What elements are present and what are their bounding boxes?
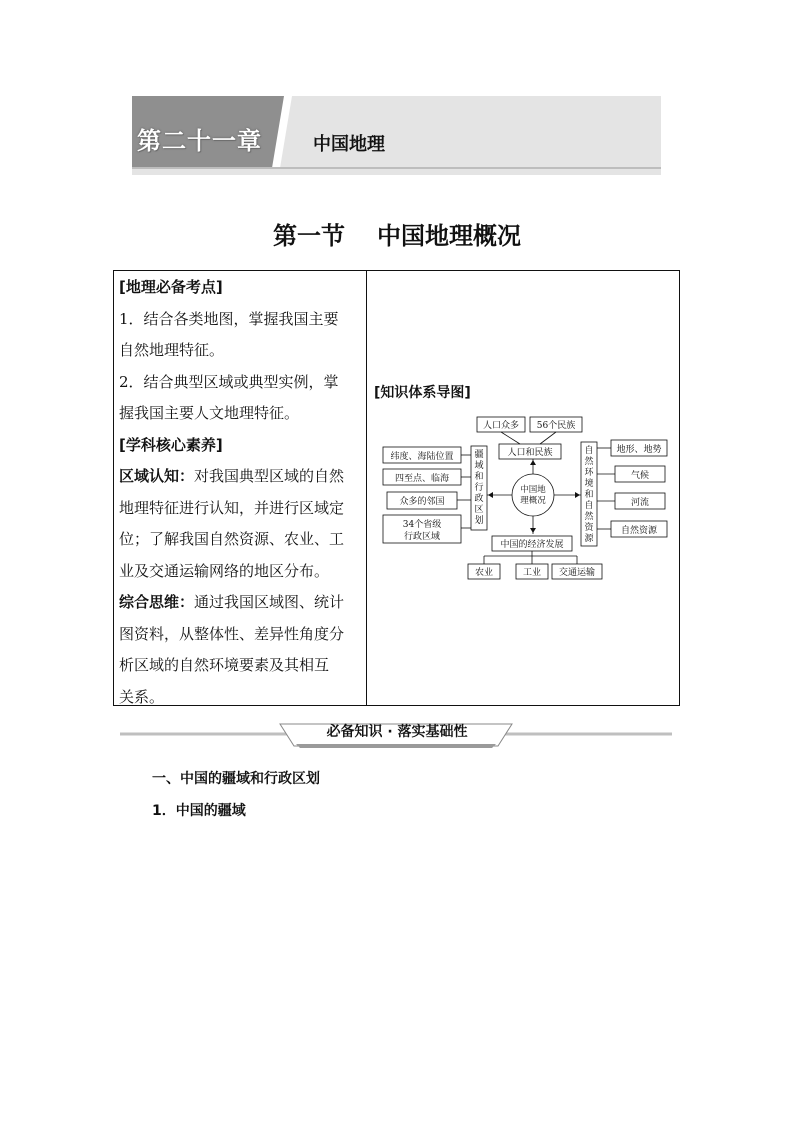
right-main-char-2: 然 — [584, 457, 594, 467]
right-item-4: 自然资源 — [620, 526, 658, 536]
center-label-1: 中国地 — [520, 485, 546, 495]
bottom-item-1: 农业 — [474, 568, 494, 578]
point2-line1: 2．结合典型区域或典型实例，掌 — [119, 372, 339, 391]
top-box-2-label: 56个民族 — [536, 421, 576, 431]
right-main-char-1: 自 — [584, 446, 594, 456]
heading-1: 一、中国的疆域和行政区划 — [152, 771, 320, 787]
left-item-4: 34个省级 — [402, 520, 442, 530]
left-column — [119, 272, 363, 713]
point1-line2: 自然地理特征。 — [119, 341, 225, 359]
synth-label: 综合思维： — [119, 593, 195, 611]
point2-line2: 握我国主要人文地理特征。 — [119, 404, 300, 422]
left-main-char-1: 疆 — [474, 450, 484, 460]
region-line1 — [119, 461, 363, 493]
left-item-1: 纬度、海陆位置 — [390, 452, 454, 462]
top-box-1-label: 人口众多 — [482, 421, 520, 431]
right-main-char-5: 和 — [584, 490, 594, 500]
synth-line3: 析区域的自然环境要素及其相互 — [119, 656, 330, 674]
point1-line1: 1．结合各类地图，掌握我国主要 — [119, 309, 339, 328]
region-text: 对我国典型区域的自然 — [194, 467, 345, 485]
right-item-2: 气候 — [630, 471, 650, 481]
right-main-char-3: 环 — [584, 468, 594, 478]
exam-points-heading: [地理必备考点] — [119, 278, 223, 296]
right-main-char-4: 境 — [584, 479, 594, 489]
bottom-main-label: 中国的经济发展 — [500, 540, 564, 550]
section-name: 中国地理概况 — [377, 222, 521, 250]
chapter-title: 中国地理 — [313, 134, 385, 155]
left-main-char-5: 政 — [474, 494, 484, 504]
right-item-3: 河流 — [630, 498, 650, 508]
right-main-char-9: 源 — [584, 534, 594, 544]
diagram-heading: [知识体系导图] — [374, 385, 471, 401]
region-line3: 位；了解我国自然资源、农业、工 — [119, 530, 345, 548]
bottom-item-3: 交通运输 — [558, 568, 596, 578]
table-divider — [366, 270, 367, 706]
knowledge-diagram — [380, 410, 672, 586]
center-label-2: 理概况 — [520, 496, 546, 506]
left-main-char-6: 区 — [474, 505, 484, 515]
separator-heading: 必备知识 · 落实基础性 — [326, 724, 468, 740]
center-circle — [512, 474, 554, 516]
synth-line2: 图资料，从整体性、差异性角度分 — [119, 624, 345, 643]
synth-text: 通过我国区域图、统计 — [194, 593, 345, 611]
chapter-label: 第二十一章 — [137, 127, 262, 155]
left-main-char-7: 划 — [474, 516, 484, 526]
top-main-label: 人口和民族 — [507, 448, 553, 458]
right-item-1: 地形、地势 — [616, 445, 662, 455]
left-item-2: 四至点、临海 — [394, 474, 450, 484]
left-main-char-2: 域 — [474, 461, 484, 471]
right-main-char-7: 然 — [584, 512, 594, 522]
literacy-heading: [学科核心素养] — [119, 435, 223, 454]
region-line2: 地理特征进行认知，并进行区域定 — [119, 498, 345, 517]
section-title — [0, 216, 794, 251]
synth-line4: 关系。 — [119, 687, 165, 706]
right-main-char-6: 自 — [584, 501, 594, 511]
left-main-char-4: 行 — [474, 483, 484, 493]
left-main-char-3: 和 — [474, 472, 484, 482]
section-number: 第一节 — [273, 222, 345, 250]
bottom-item-2: 工业 — [522, 568, 542, 578]
left-item-5: 行政区域 — [403, 532, 441, 542]
synth-line1 — [119, 587, 363, 619]
heading-2: 1．中国的疆域 — [152, 803, 246, 819]
region-line4: 业及交通运输网络的地区分布。 — [119, 561, 330, 580]
region-label: 区域认知： — [119, 467, 195, 485]
left-item-3: 众多的邻国 — [399, 497, 445, 507]
right-main-char-8: 资 — [584, 523, 594, 533]
